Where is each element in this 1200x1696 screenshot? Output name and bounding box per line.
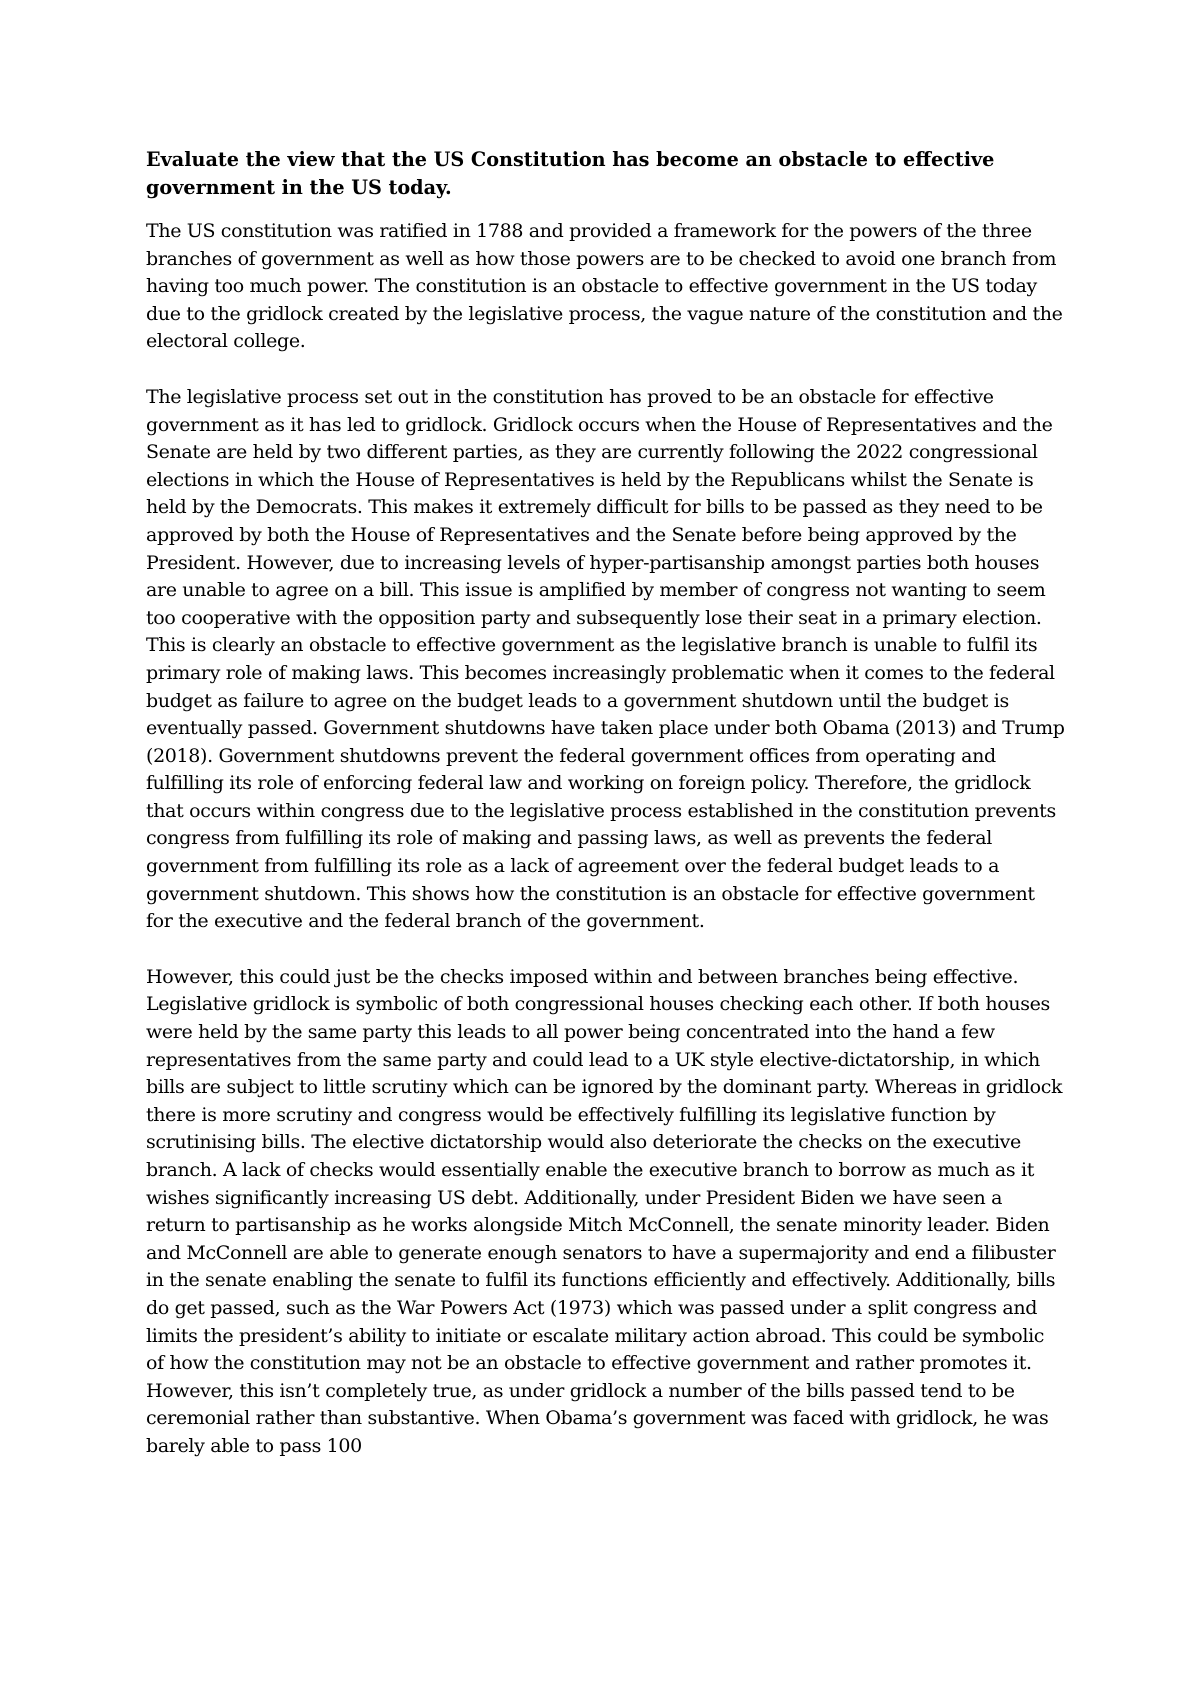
paragraph-counterargument: However, this could just be the checks imposed within and between branches being effective. Legislative gridlock is symbolic of both congressional houses checking each other. If both houses were held by the same party this leads to all power being concentrated into the hand a few representatives from the same party and could lead to a UK style elective-dictatorship, in which bills are subject to little scrutiny which can be ignored by the dominant party. Whereas in gridlock there is more scrutiny and congress would be effectively fulfilling its legislative function by scrutinising bills. The elective dictatorship would also deteriorate the checks on the executive branch. A lack of checks would essentially enable the executive branch to borrow as much as it wishes significantly increasing US debt. Additionally, under President Biden we have seen a return to partisanship as he works alongside Mitch McConnell, the senate minority leader. Biden and McConnell are able to generate enough senators to have a supermajority and end a filibuster in the senate enabling the senate to fulfil its functions efficiently and effectively. Additionally, bills do get passed, such as the War Powers Act (1973) which was passed under a split congress and limits the president’s ability to initiate or escalate military action abroad. This could be symbolic of how the constitution may not be an obstacle to effective government and rather promotes it. However, this isn’t completely true, as under gridlock a number of the bills passed tend to be ceremonial rather than substantive. When Obama’s government was faced with gridlock, he was barely able to pass 100 bbox=[146, 965, 1063, 1457]
paragraph-introduction: The US constitution was ratified in 1788 and provided a framework for the powers of the three branches of government as well as how those powers are to be checked to avoid one branch from having too much power. The constitution is an obstacle to effective government in the US today due to the gridlock created by the legislative process, the vague nature of the constitution and the electoral college. bbox=[146, 220, 1063, 353]
paragraph-legislative-gridlock: The legislative process set out in the constitution has proved to be an obstacle for effective government as it has led to gridlock. Gridlock occurs when the House of Representatives and the Senate are held by two different parties, as they are currently following the 2022 congressional elections in which the House of Representatives is held by the Republicans whilst the Senate is held by the Democrats. This makes it extremely difficult for bills to be passed as they need to be approved by both the House of Representatives and the Senate before being approved by the President. However, due to increasing levels of hyper-partisanship amongst parties both houses are unable to agree on a bill. This issue is amplified by member of congress not wanting to seem too cooperative with the opposition party and subsequently lose their seat in a primary election. This is clearly an obstacle to effective government as the legislative branch is unable to fulfil its primary role of making laws. This becomes increasingly problematic when it comes to the federal budget as failure to agree on the budget leads to a government shutdown until the budget is eventually passed. Government shutdowns have taken place under both Obama (2013) and Trump (2018). Government shutdowns prevent the federal government offices from operating and fulfilling its role of enforcing federal law and working on foreign policy. Therefore, the gridlock that occurs within congress due to the legislative process established in the constitution prevents congress from fulfilling its role of making and passing laws, as well as prevents the federal government from fulfilling its role as a lack of agreement over the federal budget leads to a government shutdown. This shows how the constitution is an obstacle for effective government for the executive and the federal branch of the government. bbox=[146, 385, 1065, 933]
essay-question-heading: Evaluate the view that the US Constitution has become an obstacle to effective government in the US today. bbox=[146, 148, 995, 199]
document-body bbox=[146, 146, 1066, 1489]
